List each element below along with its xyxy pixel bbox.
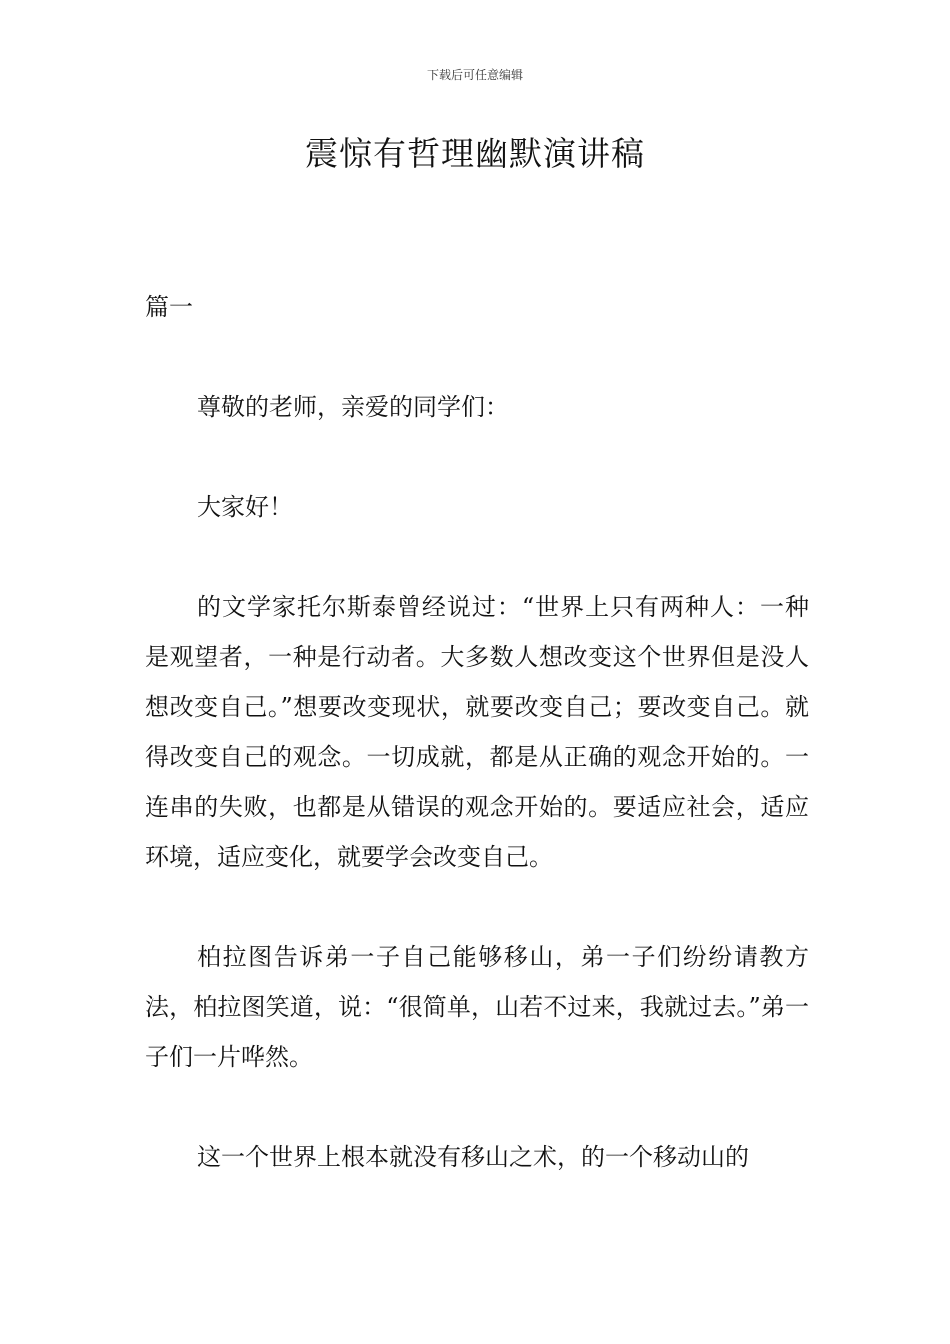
document-title: 震惊有哲理幽默演讲稿 (305, 134, 645, 173)
paragraph-greeting: 尊敬的老师，亲爱的同学们： (197, 393, 509, 421)
paragraph-hello: 大家好！ (197, 493, 293, 521)
section-label: 篇一 (145, 293, 193, 321)
paragraph-mountain: 这一个世界上根本就没有移山之术，的一个移动山的 (197, 1143, 749, 1171)
page-header-note: 下载后可任意编辑 (426, 68, 523, 82)
paragraph-plato: 柏拉图告诉弟一子自己能够移山，弟一子们纷纷请教方法，柏拉图笑道，说：“很简单，山若不过来，我就过去。”弟一子们一片哗然。 (145, 943, 809, 1071)
document-body (145, 282, 809, 1232)
paragraph-tolstoy: 的文学家托尔斯泰曾经说过：“世界上只有两种人：一种是观望者，一种是行动者。大多数人想改变这个世界但是没人想改变自己。”想要改变现状，就要改变自己；要改变自己。就得改变自己的观念。一切成就，都是从正确的观念开始的。一连串的失败，也都是从错误的观念开始的。要适应社会，适应环境，适应变化，就要学会改变自己。 (145, 593, 809, 871)
